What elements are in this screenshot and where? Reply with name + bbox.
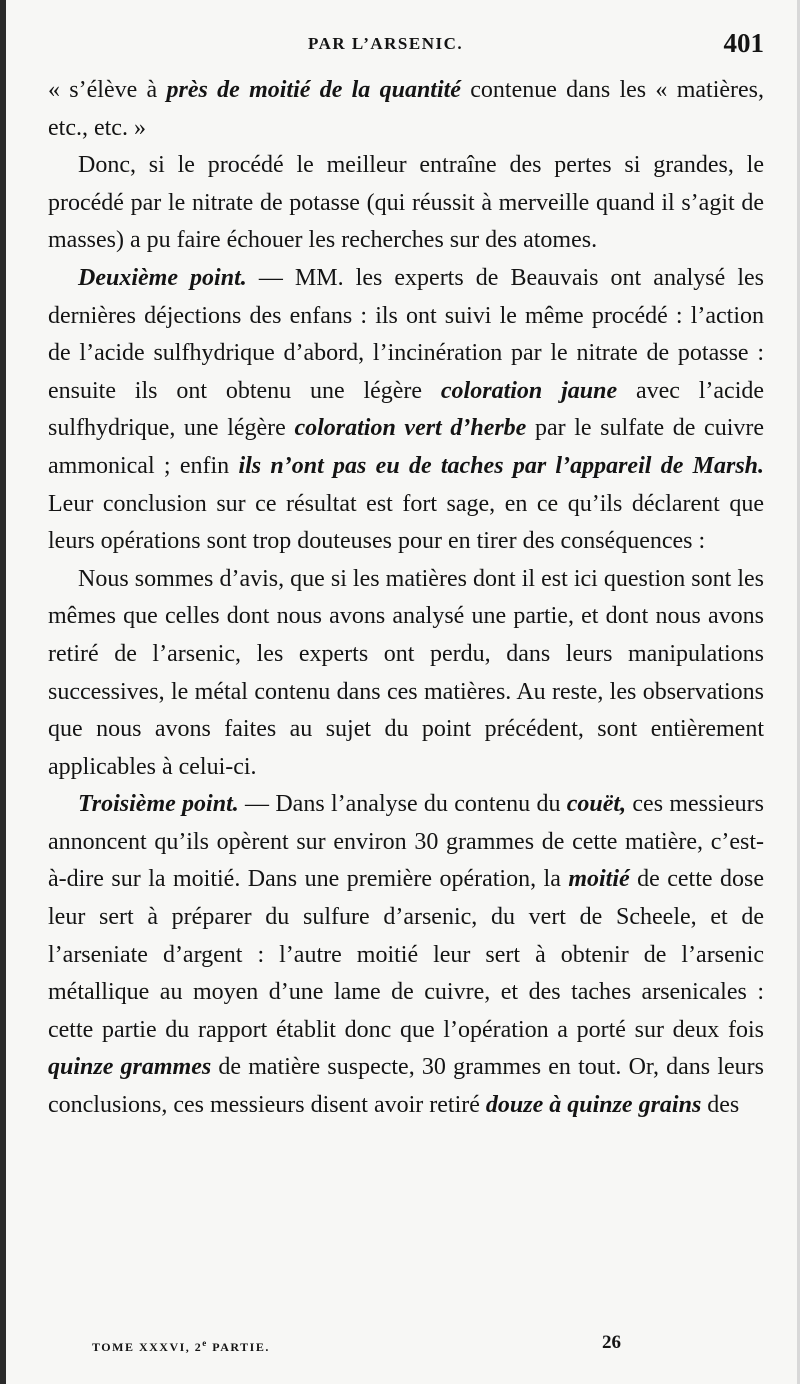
text-run: Nous sommes d’avis, que si les matières dont il est ici question sont les mêmes que celles dont nous avons analysé une partie, et dont nous avons retiré de l’arsenic, les experts ont perdu, dans leurs manipulations successives, le métal contenu dans ces matières. Au reste, les observations que nous avons faites au sujet du point précédent, sont entièrement applicables à celui-ci. <box>48 565 764 780</box>
text-run: Leur conclusion sur ce résultat est fort sage, en ce qu’ils déclarent que leurs opérations sont trop douteuses pour en tirer des conséquences : <box>48 490 764 555</box>
page-header <box>46 30 764 64</box>
italic-phrase: douze à quinze grains <box>485 1092 702 1119</box>
italic-phrase: moitié <box>568 866 630 893</box>
page-footer <box>92 1332 712 1358</box>
paragraph <box>48 260 764 561</box>
italic-phrase: quinze grammes <box>48 1054 212 1081</box>
paragraph <box>48 72 764 147</box>
signature-main: TOME XXXVI, 2 <box>92 1340 203 1354</box>
text-run: — Dans l’analyse du contenu du <box>238 791 567 818</box>
signature-mark <box>92 1338 270 1355</box>
italic-phrase: coloration jaune <box>440 377 618 404</box>
paragraph <box>48 786 764 1124</box>
italic-phrase: Troisième point. <box>78 791 239 818</box>
signature-tail: PARTIE. <box>207 1340 270 1354</box>
text-run: « s’élève à <box>48 77 167 103</box>
sheet-number: 26 <box>602 1332 621 1353</box>
running-head: PAR L’ARSENIC. <box>308 34 464 53</box>
italic-phrase: coloration vert d’herbe <box>294 415 527 442</box>
paragraph <box>48 147 764 260</box>
page-number: 401 <box>723 28 764 58</box>
text-run: — MM. les experts de Beauvais ont analysé les dernières déjections des enfans : ils ont suivi le même procédé : l’action de l’acide sulfhydrique d’abord, l’incinération par le nitrate de potasse : ensuite ils ont obtenu une légère <box>48 264 764 404</box>
text-run: Donc, si le procédé le meilleur entraîne des pertes si grandes, le procédé par le nitrate de potasse (qui réussit à merveille quand il s’agit de masses) a pu faire échouer les recherches sur des atomes. <box>48 152 764 254</box>
signature-sup: e <box>202 1338 208 1348</box>
italic-phrase: Deuxième point. <box>78 264 247 291</box>
italic-phrase: couët, <box>566 791 627 818</box>
text-run: avec l’acide sulfhydrique, une légère <box>48 377 765 442</box>
text-run: de matière suspecte, 30 grammes en tout. Or, dans leurs conclusions, ces messieurs disent avoir retiré <box>48 1054 764 1119</box>
text-run: contenue dans les « matières, etc., etc. » <box>48 77 764 141</box>
italic-phrase: ils n’ont pas eu de taches par l’appareil de Marsh. <box>238 452 765 479</box>
text-run: de cette dose leur sert à préparer du sulfure d’arsenic, du vert de Scheele, et de l’arseniate d’argent : l’autre moitié leur sert à obtenir de l’arsenic métallique au moyen d’une lame de cuivre, et des taches arsenicales : cette partie du rapport établit donc que l’opération a porté sur deux fois <box>48 866 765 1043</box>
text-run: par le sulfate de cuivre ammonical ; enfin <box>48 415 765 479</box>
text-run: des <box>701 1092 740 1119</box>
text-run: ces messieurs annoncent qu’ils opèrent sur environ 30 grammes de cette matière, c’est-à-dire sur la moitié. Dans une première opération, la <box>48 791 765 893</box>
body-text <box>48 72 764 1125</box>
paragraph <box>48 561 764 787</box>
italic-phrase: près de moitié de la quantité <box>166 77 461 103</box>
